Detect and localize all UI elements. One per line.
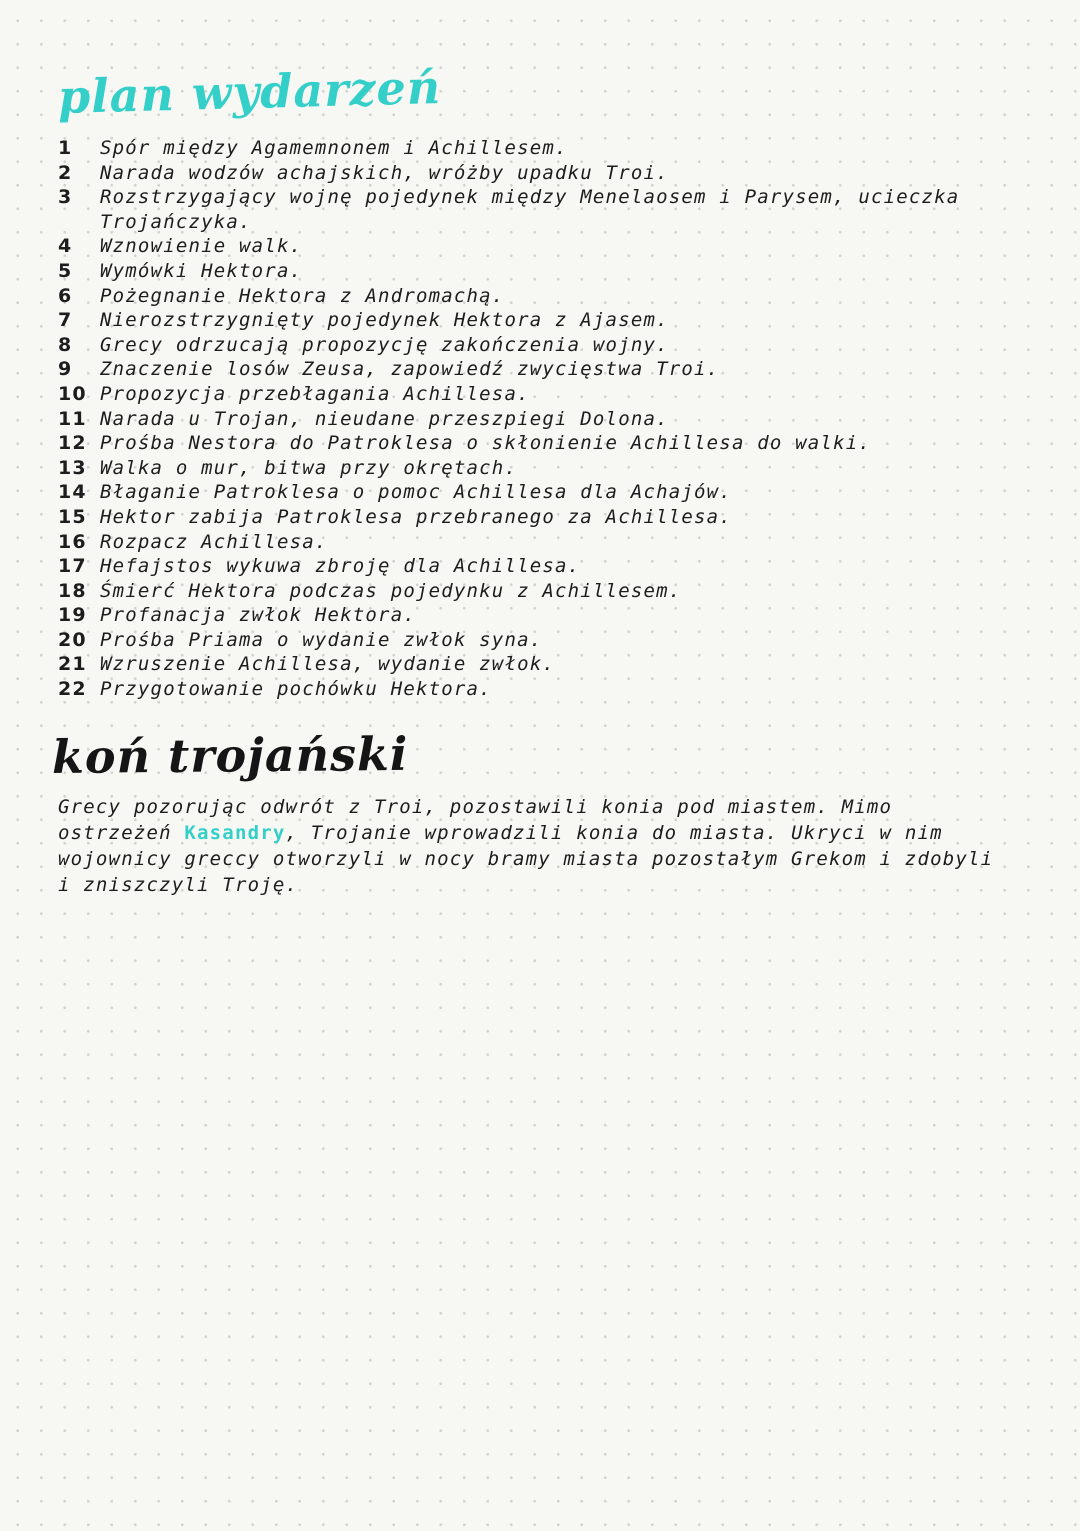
- event-number: 5: [58, 259, 73, 282]
- list-item: [58, 407, 1018, 432]
- event-number: 4: [58, 235, 73, 258]
- list-item: [58, 677, 1018, 702]
- list-item: [58, 603, 1018, 628]
- list-item: [58, 284, 1018, 309]
- list-item: [58, 480, 1018, 505]
- event-text: Hefajstos wykuwa zbroję dla Achillesa.: [100, 555, 581, 578]
- event-number: 11: [58, 407, 87, 430]
- event-text: Prośba Nestora do Patroklesa o skłonienie Achillesa do walki.: [100, 432, 871, 455]
- list-item: [58, 530, 1018, 555]
- event-text: Znaczenie losów Zeusa, zapowiedź zwycięstwa Troi.: [100, 358, 720, 381]
- event-number: 17: [58, 555, 87, 578]
- event-text: Śmierć Hektora podczas pojedynku z Achillesem.: [100, 579, 682, 602]
- event-text: Wzruszenie Achillesa, wydanie zwłok.: [100, 653, 556, 676]
- list-item: [58, 505, 1018, 530]
- event-number: 19: [58, 604, 87, 627]
- event-number: 22: [58, 678, 87, 701]
- event-text: Rozstrzygający wojnę pojedynek między Menelaosem i Parysem, ucieczka Trojańczyka.: [100, 186, 960, 233]
- highlighted-name: Kasandry: [184, 822, 286, 844]
- event-text: Spór między Agamemnonem i Achillesem.: [100, 137, 568, 159]
- list-item: [58, 259, 1018, 284]
- trojan-horse-paragraph: [58, 794, 1008, 898]
- list-item: [58, 628, 1018, 653]
- event-number: 9: [58, 358, 73, 381]
- event-text: Narada u Trojan, nieudane przeszpiegi Dolona.: [100, 407, 669, 430]
- event-list: [58, 136, 1018, 702]
- event-text: Hektor zabija Patroklesa przebranego za Achillesa.: [100, 505, 732, 528]
- event-number: 14: [58, 481, 87, 504]
- event-number: 18: [58, 579, 87, 602]
- event-number: 21: [58, 653, 87, 676]
- list-item: [58, 652, 1018, 677]
- list-item: [58, 357, 1018, 382]
- event-text: Błaganie Patroklesa o pomoc Achillesa dla Achajów.: [100, 481, 732, 504]
- event-text: Nierozstrzygnięty pojedynek Hektora z Ajasem.: [100, 309, 669, 332]
- list-item: [58, 136, 1018, 161]
- list-item: [58, 161, 1018, 186]
- list-item: [58, 554, 1018, 579]
- event-text: Prośba Priama o wydanie zwłok syna.: [100, 628, 543, 651]
- event-text: Przygotowanie pochówku Hektora.: [100, 678, 492, 701]
- event-number: 6: [58, 284, 73, 307]
- paragraph-text-after: , Trojanie wprowadzili konia do miasta. Ukryci w nim wojownicy greccy otworzyli w nocy bramy miasta pozostałym Grekom i zdobyli i zniszczyli Troję.: [58, 822, 994, 896]
- event-number: 20: [58, 628, 87, 651]
- event-text: Wymówki Hektora.: [100, 259, 303, 282]
- list-item: [58, 185, 1018, 234]
- event-number: 3: [58, 186, 73, 209]
- event-number: 1: [58, 137, 73, 159]
- event-text: Pożegnanie Hektora z Andromachą.: [100, 284, 505, 307]
- heading-plan-wydarzen: plan wydarzeń: [57, 59, 442, 124]
- event-number: 7: [58, 309, 73, 332]
- list-item: [58, 308, 1018, 333]
- event-number: 10: [58, 382, 87, 405]
- event-number: 13: [58, 456, 87, 479]
- heading-kon-trojanski: koń trojański: [51, 726, 409, 784]
- event-text: Grecy odrzucają propozycję zakończenia wojny.: [100, 333, 669, 356]
- event-text: Profanacja zwłok Hektora.: [100, 604, 416, 627]
- list-item: [58, 382, 1018, 407]
- event-number: 15: [58, 505, 87, 528]
- event-text: Wznowienie walk.: [100, 235, 303, 258]
- event-text: Rozpacz Achillesa.: [100, 530, 328, 553]
- list-item: [58, 456, 1018, 481]
- list-item: [58, 579, 1018, 604]
- event-number: 2: [58, 161, 73, 184]
- event-text: Propozycja przebłagania Achillesa.: [100, 382, 530, 405]
- paragraph-text-before: Grecy pozorując odwrót z Troi, pozostawili konia pod miastem. Mimo ostrzeżeń: [58, 796, 893, 844]
- list-item: [58, 234, 1018, 259]
- event-text: Walka o mur, bitwa przy okrętach.: [100, 456, 518, 479]
- list-item: [58, 431, 1018, 456]
- list-item: [58, 333, 1018, 358]
- event-number: 8: [58, 333, 73, 356]
- event-number: 16: [58, 530, 87, 553]
- event-number: 12: [58, 432, 87, 455]
- event-text: Narada wodzów achajskich, wróżby upadku Troi.: [100, 161, 669, 184]
